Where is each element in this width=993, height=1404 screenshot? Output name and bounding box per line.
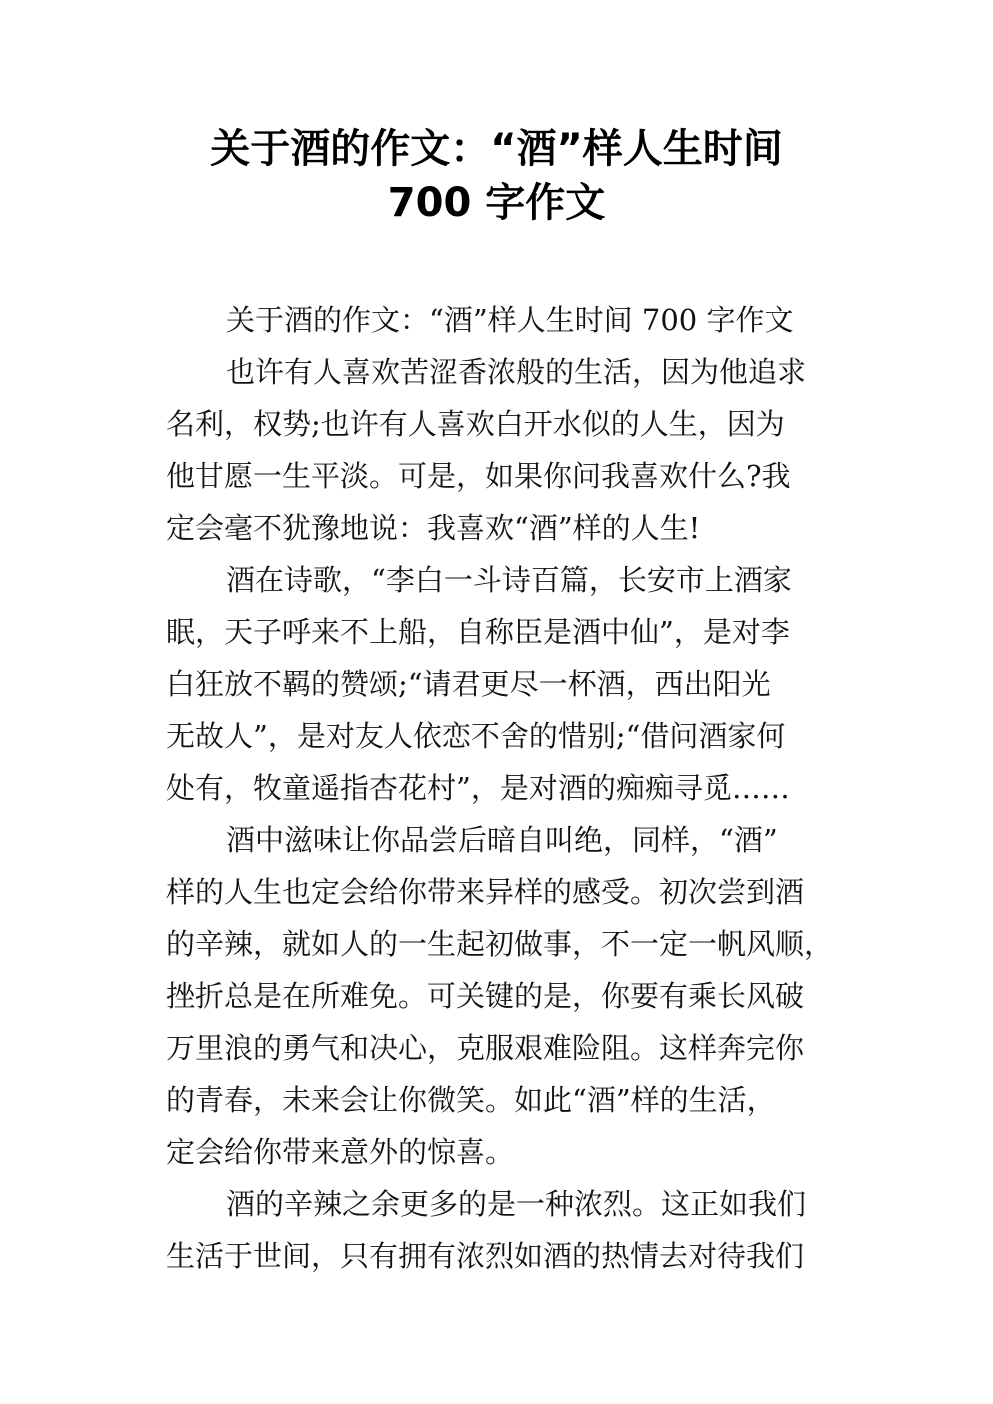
body-line: 的辛辣，就如人的一生起初做事，不一定一帆风顺， (166, 927, 834, 961)
body-line: 关于酒的作文：“酒”样人生时间 700 字作文 (226, 303, 794, 337)
body-line: 挫折总是在所难免。可关键的是，你要有乘长风破 (166, 979, 805, 1013)
document-body (166, 294, 846, 1282)
body-line: 也许有人喜欢苦涩香浓般的生活，因为他追求 (226, 355, 807, 389)
body-line: 酒的辛辣之余更多的是一种浓烈。这正如我们 (226, 1187, 807, 1221)
document-title (0, 122, 993, 230)
body-line: 无故人”，是对友人依恋不舍的惜别;“借问酒家何 (166, 719, 786, 753)
body-line: 的青春，未来会让你微笑。如此“酒”样的生活， (166, 1083, 776, 1117)
body-line: 处有，牧童遥指杏花村”，是对酒的痴痴寻觅…… (166, 771, 790, 805)
body-line: 他甘愿一生平淡。可是，如果你问我喜欢什么?我 (166, 459, 791, 493)
body-line: 万里浪的勇气和决心，克服艰难险阻。这样奔完你 (166, 1031, 805, 1065)
body-line: 定会毫不犹豫地说：我喜欢“酒”样的人生! (166, 511, 701, 545)
body-line: 定会给你带来意外的惊喜。 (166, 1135, 515, 1169)
body-line: 酒在诗歌，“李白一斗诗百篇，长安市上酒家 (226, 563, 792, 597)
body-line: 白狂放不羁的赞颂;“请君更尽一杯酒，西出阳光 (166, 667, 771, 701)
body-line: 酒中滋味让你品尝后暗自叫绝，同样，“酒” (226, 823, 778, 857)
body-line: 眠，天子呼来不上船，自称臣是酒中仙”，是对李 (166, 615, 790, 649)
title-line-2: 700 字作文 (387, 180, 606, 226)
title-line-1: 关于酒的作文：“酒”样人生时间 (210, 126, 783, 172)
body-line: 生活于世间，只有拥有浓烈如酒的热情去对待我们 (166, 1239, 805, 1273)
body-line: 样的人生也定会给你带来异样的感受。初次尝到酒 (166, 875, 805, 909)
body-line: 名利，权势;也许有人喜欢白开水似的人生，因为 (166, 407, 785, 441)
